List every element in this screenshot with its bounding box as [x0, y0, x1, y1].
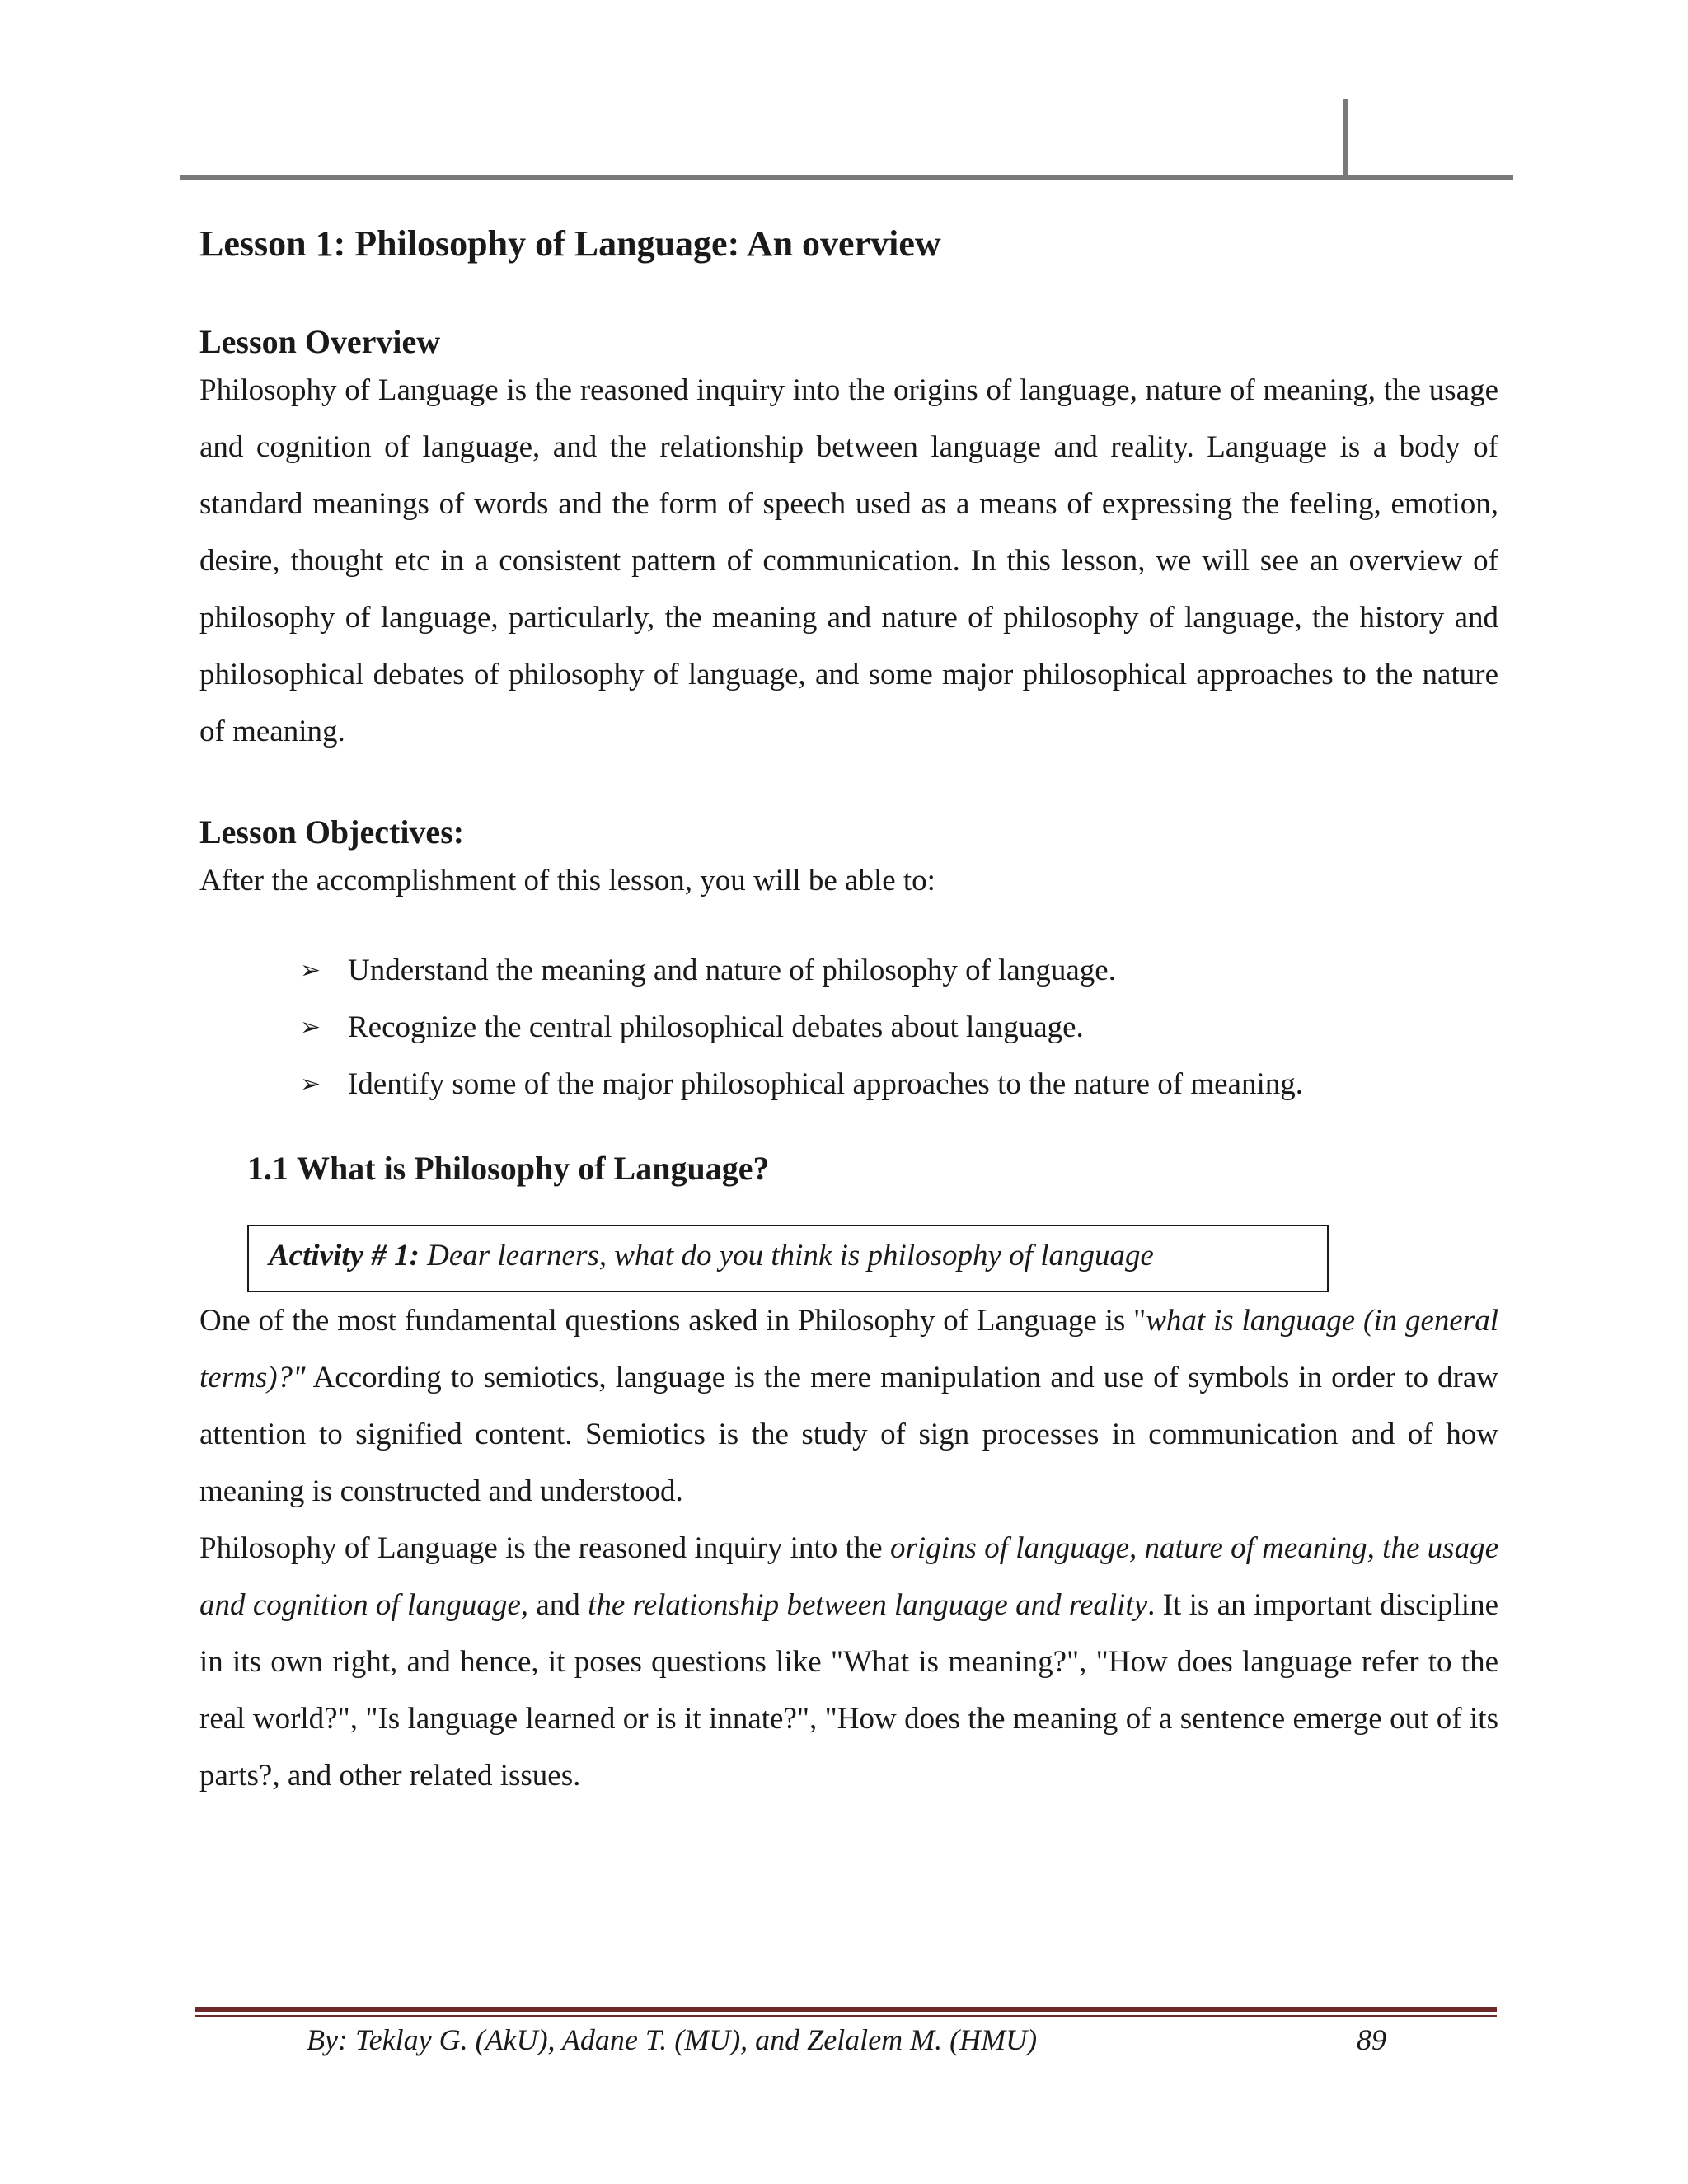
- arrow-bullet-icon: ➢: [300, 955, 321, 985]
- para-text: and: [528, 1587, 588, 1622]
- section-number: 1.1: [247, 1149, 288, 1187]
- philosophy-definition-paragraph: [199, 1520, 1498, 1804]
- arrow-bullet-icon: ➢: [300, 1012, 321, 1042]
- objective-item: [300, 999, 1498, 1056]
- objectives-intro: After the accomplishment of this lesson, you will be able to:: [199, 863, 935, 898]
- footer-authors: By: Teklay G. (AkU), Adane T. (MU), and Zelalem M. (HMU): [307, 2023, 1038, 2056]
- objective-text: Understand the meaning and nature of philosophy of language.: [348, 953, 1116, 987]
- lesson-objectives-heading: Lesson Objectives:: [199, 813, 465, 851]
- header-tick-mark: [1343, 99, 1348, 180]
- lesson-overview-heading: Lesson Overview: [199, 322, 441, 360]
- para-italic-text: origins of language, nature of meaning, the usage and cognition of language,: [199, 1530, 1498, 1622]
- page-footer: [307, 2022, 1386, 2058]
- para-text: According to semiotics, language is the mere manipulation and use of symbols in order to draw attention to signified content. Semiotics is the study of sign processes in communication and of how meaning is constructed and understood.: [199, 1360, 1498, 1508]
- activity-box: [247, 1225, 1329, 1292]
- para-text: Philosophy of Language is the reasoned inquiry into the: [199, 1530, 891, 1565]
- objectives-list: [199, 942, 1498, 1113]
- objective-text: Recognize the central philosophical debates about language.: [348, 1010, 1084, 1044]
- section-title: What is Philosophy of Language?: [297, 1149, 770, 1187]
- activity-text: Dear learners, what do you think is philosophy of language: [427, 1238, 1154, 1272]
- semiotics-paragraph: [199, 1292, 1498, 1520]
- para-text: One of the most fundamental questions asked in Philosophy of Language is ": [199, 1303, 1146, 1338]
- activity-label: Activity # 1:: [269, 1238, 420, 1272]
- para-italic-text: the relationship between language and reality: [588, 1587, 1148, 1622]
- page-content: [199, 206, 1498, 1804]
- section-1-1-heading: [247, 1149, 1498, 1188]
- objective-item: [300, 942, 1498, 999]
- lesson-title: Lesson 1: Philosophy of Language: An overview: [199, 223, 941, 264]
- header-rule: [180, 175, 1513, 180]
- footer-rule-thin: [195, 2015, 1497, 2017]
- objective-item: [300, 1056, 1498, 1113]
- page-number: 89: [1357, 2023, 1386, 2056]
- para-italic-text: what is language (in general terms)?": [199, 1303, 1498, 1394]
- objective-text: Identify some of the major philosophical approaches to the nature of meaning.: [348, 1066, 1303, 1101]
- para-text: . It is an important discipline in its own right, and hence, it poses questions like "What is meaning?", "How does language refer to the real world?", "Is language learned or is it innate?", "How does the meaning of a sentence emerge out of its parts?, and other related issues.: [199, 1587, 1498, 1793]
- arrow-bullet-icon: ➢: [300, 1069, 321, 1099]
- lesson-overview-text: Philosophy of Language is the reasoned inquiry into the origins of language, nature of meaning, the usage and cognition of language, and the relationship between language and reality. Language is a body of standard meanings of words and the form of speech used as a means of expressing the feeling, emotion, desire, thought etc in a consistent pattern of communication. In this lesson, we will see an overview of philosophy of language, particularly, the meaning and nature of philosophy of language, the history and philosophical debates of philosophy of language, and some major philosophical approaches to the nature of meaning.: [199, 373, 1498, 748]
- footer-rule: [195, 2007, 1497, 2012]
